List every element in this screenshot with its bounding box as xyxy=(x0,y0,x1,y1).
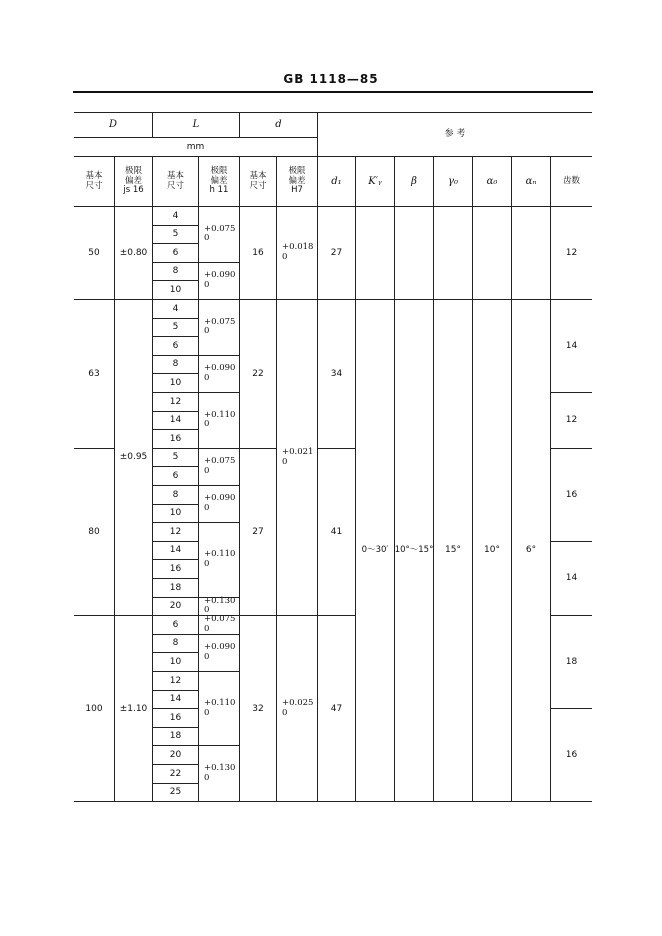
L-tolerance-value: +0.075 0 xyxy=(199,449,240,486)
L-basic-value: 5 xyxy=(153,226,199,245)
D-tolerance-value: ±1.10 xyxy=(115,616,153,802)
L-basic-value: 5 xyxy=(153,449,199,468)
col-header-Kr: K′ᵧ xyxy=(356,157,395,207)
d-tolerance-value: +0.021 0 xyxy=(277,300,318,616)
L-basic-value: 8 xyxy=(153,263,199,282)
group-header-d: d xyxy=(240,112,318,138)
d-basic-value: 22 xyxy=(240,300,277,449)
shared-gamma-value: 15° xyxy=(434,300,473,802)
L-basic-value: 14 xyxy=(153,542,199,561)
L-tolerance-value: +0.110 0 xyxy=(199,393,240,449)
shared-blank xyxy=(512,207,551,300)
L-basic-value: 25 xyxy=(153,784,199,803)
D-basic-value: 63 xyxy=(74,300,115,449)
shared-Kr-value: 0～30′ xyxy=(356,300,395,802)
L-basic-value: 8 xyxy=(153,356,199,375)
L-basic-value: 12 xyxy=(153,523,199,542)
L-basic-value: 4 xyxy=(153,300,199,319)
shared-blank xyxy=(395,207,434,300)
d1-value: 47 xyxy=(318,616,356,802)
d-basic-value: 16 xyxy=(240,207,277,300)
L-basic-value: 16 xyxy=(153,430,199,449)
L-basic-value: 10 xyxy=(153,653,199,672)
L-basic-value: 10 xyxy=(153,281,199,300)
D-basic-value: 50 xyxy=(74,207,115,300)
col-header-teeth: 齿数 xyxy=(551,157,592,207)
L-tolerance-value: +0.090 0 xyxy=(199,635,240,672)
L-basic-value: 8 xyxy=(153,486,199,505)
document-title: GB 1118—85 xyxy=(283,72,379,86)
teeth-count-value: 12 xyxy=(551,207,592,300)
L-basic-value: 20 xyxy=(153,598,199,617)
L-tolerance-value: +0.110 0 xyxy=(199,523,240,597)
shared-blank xyxy=(473,207,512,300)
d-basic-value: 32 xyxy=(240,616,277,802)
d-tolerance-value: +0.025 0 xyxy=(277,616,318,802)
teeth-count-value: 18 xyxy=(551,616,592,709)
L-tolerance-value: +0.130 0 xyxy=(199,746,240,802)
L-basic-value: 14 xyxy=(153,691,199,710)
col-header-gamma: γ₀ xyxy=(434,157,473,207)
L-tolerance-value: +0.110 0 xyxy=(199,672,240,746)
L-tolerance-value: +0.090 0 xyxy=(199,356,240,393)
col-header-L-tol: 极限 偏差 h 11 xyxy=(199,157,240,207)
L-basic-value: 12 xyxy=(153,672,199,691)
col-header-d-tol: 极限 偏差 H7 xyxy=(277,157,318,207)
teeth-count-value: 14 xyxy=(551,300,592,393)
col-header-L-basic: 基本 尺寸 xyxy=(153,157,199,207)
unit-label-mm: mm xyxy=(74,138,318,157)
group-header-D: D xyxy=(74,112,153,138)
L-basic-value: 22 xyxy=(153,765,199,784)
D-tolerance-value: ±0.80 xyxy=(115,207,153,300)
D-tolerance-value: ±0.95 xyxy=(115,300,153,616)
d1-value: 27 xyxy=(318,207,356,300)
col-header-D-tol: 极限 偏差 js 16 xyxy=(115,157,153,207)
shared-alpha0-value: 10° xyxy=(473,300,512,802)
L-basic-value: 6 xyxy=(153,244,199,263)
col-header-d1: d₁ xyxy=(318,157,356,207)
L-basic-value: 16 xyxy=(153,560,199,579)
d-tolerance-value: +0.018 0 xyxy=(277,207,318,300)
L-tolerance-value: +0.075 0 xyxy=(199,207,240,263)
col-header-beta: β xyxy=(395,157,434,207)
L-tolerance-value: +0.130 0 xyxy=(199,598,240,617)
group-header-reference: 参 考 xyxy=(318,112,592,157)
col-header-d-basic: 基本 尺寸 xyxy=(240,157,277,207)
d-basic-value: 27 xyxy=(240,449,277,616)
L-tolerance-value: +0.075 0 xyxy=(199,300,240,356)
L-basic-value: 18 xyxy=(153,728,199,747)
shared-beta-value: 10°～15° xyxy=(395,300,434,802)
teeth-count-value: 16 xyxy=(551,449,592,542)
L-basic-value: 10 xyxy=(153,505,199,524)
L-basic-value: 10 xyxy=(153,374,199,393)
L-basic-value: 6 xyxy=(153,616,199,635)
L-tolerance-value: +0.090 0 xyxy=(199,486,240,523)
L-basic-value: 5 xyxy=(153,319,199,338)
col-header-D-basic: 基本 尺寸 xyxy=(74,157,115,207)
L-tolerance-value: +0.090 0 xyxy=(199,263,240,300)
group-header-L: L xyxy=(153,112,240,138)
L-basic-value: 18 xyxy=(153,579,199,598)
d1-value: 41 xyxy=(318,449,356,616)
L-basic-value: 12 xyxy=(153,393,199,412)
teeth-count-value: 14 xyxy=(551,542,592,616)
D-basic-value: 100 xyxy=(74,616,115,802)
col-header-alphan: αₙ xyxy=(512,157,551,207)
L-basic-value: 4 xyxy=(153,207,199,226)
L-tolerance-value: +0.075 0 xyxy=(199,616,240,635)
D-basic-value: 80 xyxy=(74,449,115,616)
L-basic-value: 14 xyxy=(153,412,199,431)
shared-alphan-value: 6° xyxy=(512,300,551,802)
col-header-alpha0: α₀ xyxy=(473,157,512,207)
teeth-count-value: 12 xyxy=(551,393,592,449)
d1-value: 34 xyxy=(318,300,356,449)
L-basic-value: 20 xyxy=(153,746,199,765)
teeth-count-value: 16 xyxy=(551,709,592,802)
L-basic-value: 6 xyxy=(153,337,199,356)
L-basic-value: 16 xyxy=(153,709,199,728)
L-basic-value: 8 xyxy=(153,635,199,654)
shared-blank xyxy=(356,207,395,300)
shared-blank xyxy=(434,207,473,300)
L-basic-value: 6 xyxy=(153,467,199,486)
